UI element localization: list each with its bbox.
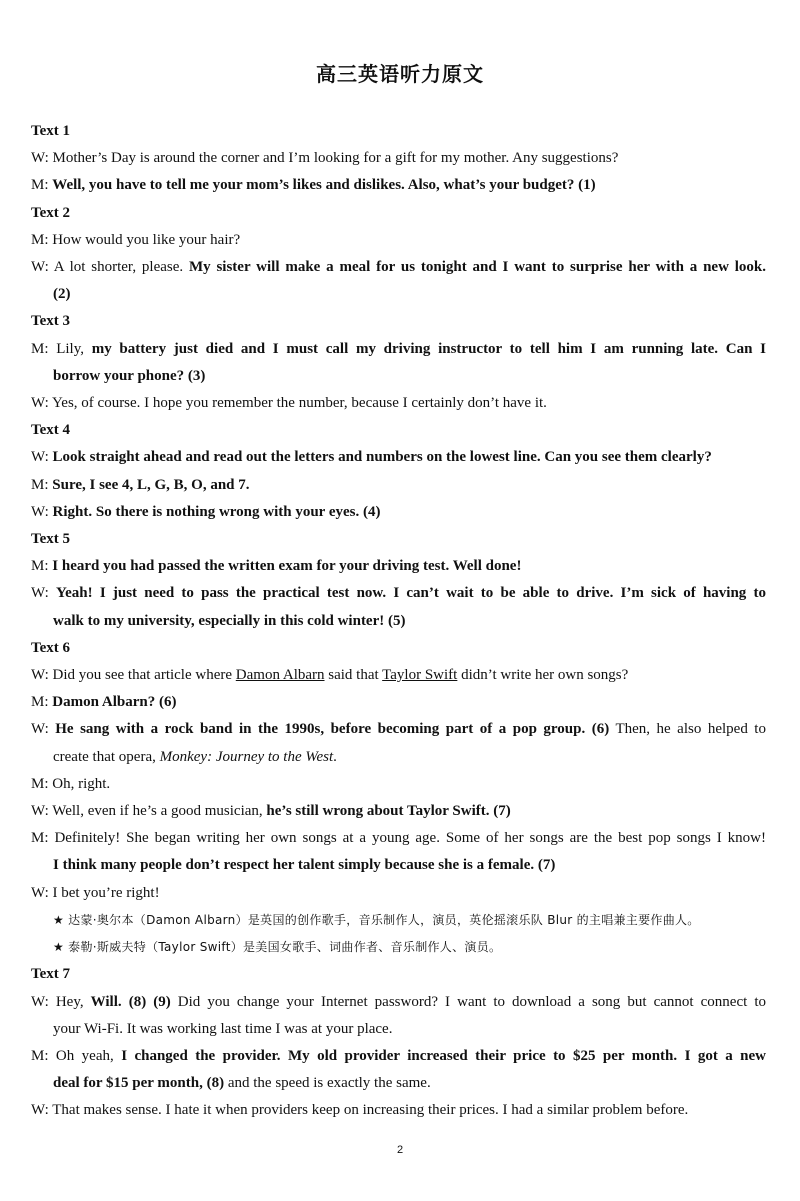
footnote-taylor-swift: ★ 泰勒·斯威夫特（Taylor Swift）是美国女歌手、词曲作者、音乐制作人、演员。 — [53, 940, 502, 955]
answer-key-text: he’s still wrong about Taylor Swift. (7) — [266, 803, 511, 820]
text-7-line-5: W: That makes sense. I hate it when providers keep on increasing their prices. I had a similar problem before. — [31, 1102, 689, 1119]
text-7-heading: Text 7 — [31, 966, 71, 983]
speaker: W: — [31, 449, 53, 466]
text-2-line-3 — [31, 281, 766, 308]
text-7-line-1 — [31, 989, 766, 1016]
text-6-line-4 — [31, 744, 766, 771]
dialogue-text: and the speed is exactly the same. — [224, 1075, 431, 1092]
speaker: W: — [31, 721, 56, 738]
answer-key-text: (2) — [53, 286, 71, 303]
dialogue-text: Then, he also helped to — [609, 721, 766, 738]
dialogue-text: create that opera, — [53, 748, 160, 765]
page-title: 高三英语听力原文 — [316, 62, 484, 86]
text-5-line-2 — [31, 580, 766, 607]
speaker: W: — [31, 503, 53, 520]
text-1-line-2 — [31, 172, 766, 199]
text-4-line-1 — [31, 444, 766, 471]
footnote-damon-albarn: ★ 达蒙·奥尔本（Damon Albarn）是英国的创作歌手，音乐制作人，演员，英伦摇滚乐队 Blur 的主唱兼主要作曲人。 — [53, 912, 700, 927]
text-1-line-1: W: Mother’s Day is around the corner and I’m looking for a gift for my mother. Any suggestions? — [31, 150, 619, 167]
dialogue-text: M: Lily, — [31, 340, 92, 357]
dialogue-text: W: A lot shorter, please. — [31, 259, 189, 276]
answer-key-text: I changed the provider. My old provider increased their price to $25 per month. I got a new — [121, 1047, 767, 1064]
answer-key-text: Well, you have to tell me your mom’s likes and dislikes. Also, what’s your budget? (1) — [52, 177, 596, 194]
answer-key-text: Look straight ahead and read out the letters and numbers on the lowest line. Can you see them clearly? — [52, 449, 712, 466]
answer-key-text: Will. (8) (9) — [90, 993, 171, 1010]
text-2-line-1: M: How would you like your hair? — [31, 231, 241, 248]
answer-key-text: deal for $15 per month, (8) — [53, 1075, 225, 1092]
text-2-line-2 — [31, 254, 766, 281]
text-6-line-6 — [31, 798, 766, 825]
page-number: 2 — [396, 1144, 404, 1156]
speaker: M: — [31, 177, 53, 194]
answer-key-text: Yeah! I just need to pass the practical test now. I can’t wait to be able to drive. I’m sick of having to — [55, 585, 766, 602]
speaker: W: — [31, 585, 56, 602]
dialogue-text: W: Did you see that article where — [31, 667, 236, 684]
text-3-line-2 — [31, 363, 766, 390]
text-3-heading: Text 3 — [31, 313, 71, 330]
dialogue-text: . — [333, 748, 337, 765]
answer-key-text: Sure, I see 4, L, G, B, O, and 7. — [52, 476, 250, 493]
answer-key-text: Right. So there is nothing wrong with your eyes. (4) — [52, 503, 381, 520]
text-7-line-2: your Wi-Fi. It was working last time I was at your place. — [53, 1020, 393, 1037]
dialogue-text: W: Well, even if he’s a good musician, — [31, 803, 267, 820]
underlined-name: Damon Albarn — [235, 667, 325, 684]
answer-key-text: He sang with a rock band in the 1990s, before becoming part of a pop group. (6) — [55, 721, 610, 738]
transcript — [31, 118, 766, 1125]
dialogue-text: W: Hey, — [31, 993, 91, 1010]
text-6-line-1 — [31, 662, 766, 689]
answer-key-text: My sister will make a meal for us tonight and I want to surprise her with a new look. — [188, 259, 766, 276]
text-7-line-4 — [31, 1070, 766, 1097]
text-6-line-2 — [31, 689, 766, 716]
answer-key-text: walk to my university, especially in this cold winter! (5) — [53, 612, 406, 629]
text-5-line-1 — [31, 553, 766, 580]
dialogue-text: didn’t write her own songs? — [457, 667, 629, 684]
answer-key-text: my battery just died and I must call my driving instructor to tell him I am running late. Can I — [91, 340, 766, 357]
answer-key-text: borrow your phone? (3) — [53, 367, 206, 384]
text-4-heading: Text 4 — [31, 422, 71, 439]
text-5-heading: Text 5 — [31, 531, 71, 548]
speaker: M: — [31, 694, 53, 711]
dialogue-text: M: Oh yeah, — [31, 1047, 122, 1064]
dialogue-text: Did you change your Internet password? I want to download a song but cannot connect to — [170, 993, 766, 1010]
answer-key-text: Damon Albarn? (6) — [52, 694, 177, 711]
text-5-line-3 — [31, 608, 766, 635]
text-6-line-9: W: I bet you’re right! — [31, 884, 160, 901]
opera-title: Monkey: Journey to the West — [159, 748, 334, 765]
text-4-line-3 — [31, 499, 766, 526]
text-6-line-8 — [31, 852, 766, 879]
text-7-line-3 — [31, 1043, 766, 1070]
text-2-heading: Text 2 — [31, 204, 71, 221]
text-6-heading: Text 6 — [31, 639, 71, 656]
answer-key-text: I think many people don’t respect her talent simply because she is a female. (7) — [53, 857, 556, 874]
text-3-line-1 — [31, 336, 766, 363]
text-6-line-7: M: Definitely! She began writing her own songs at a young age. Some of her songs are the best pop songs I know! — [31, 830, 766, 847]
answer-key-text: I heard you had passed the written exam for your driving test. Well done! — [52, 558, 522, 575]
text-4-line-2 — [31, 472, 766, 499]
text-3-line-3: W: Yes, of course. I hope you remember the number, because I certainly don’t have it. — [31, 395, 547, 412]
text-1-heading: Text 1 — [31, 123, 71, 139]
speaker: M: — [31, 476, 53, 493]
text-6-line-3 — [31, 716, 766, 743]
text-6-line-5: M: Oh, right. — [31, 775, 111, 792]
speaker: M: — [31, 558, 53, 575]
dialogue-text: said that — [324, 667, 383, 684]
underlined-name: Taylor Swift — [382, 667, 458, 684]
